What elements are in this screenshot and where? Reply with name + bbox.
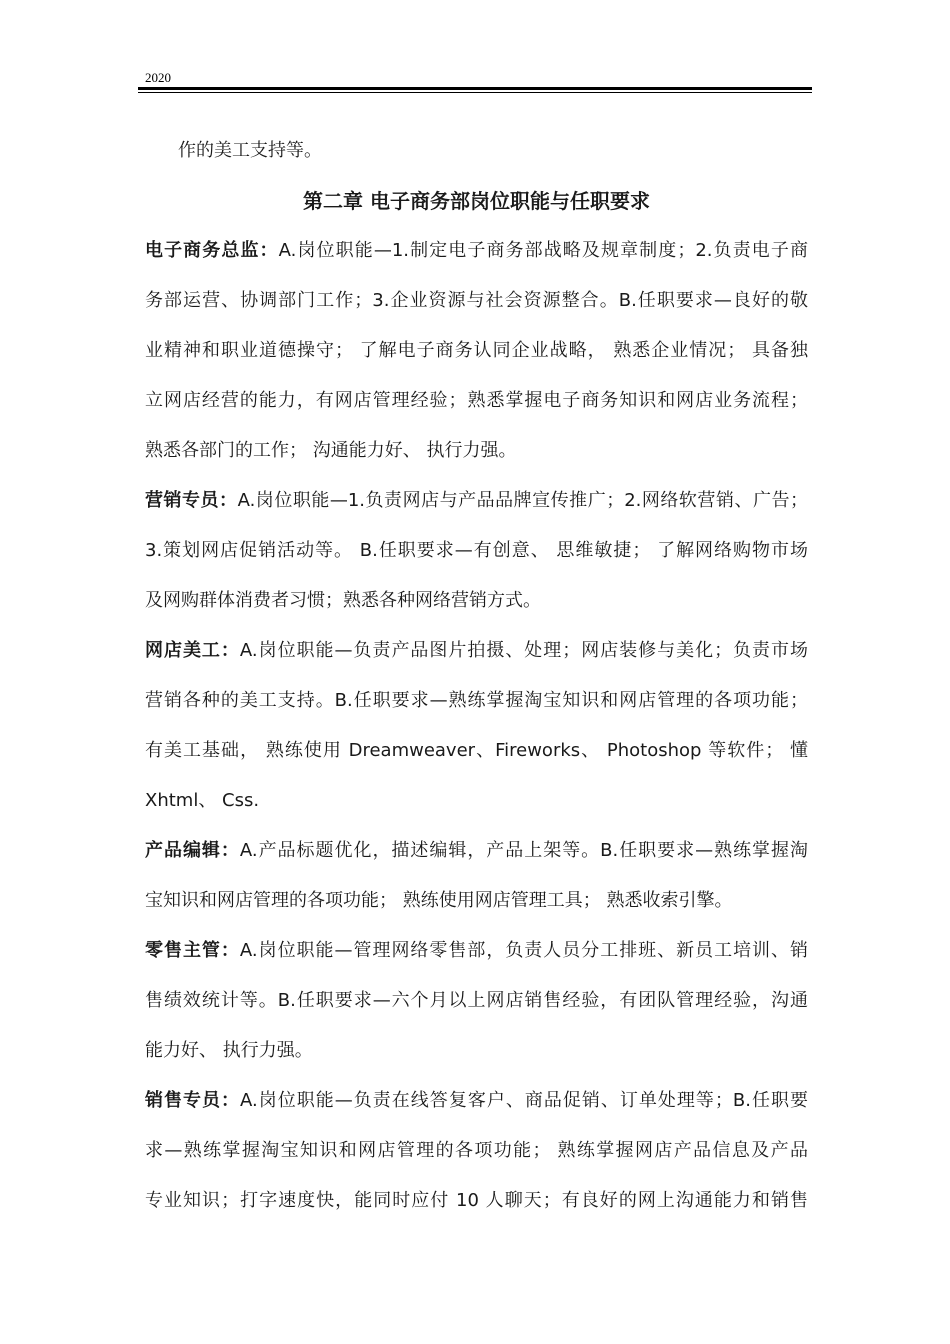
section-line: 售绩效统计等。B.任职要求—六个月以上网店销售经验，有团队管理经验，沟通 xyxy=(145,990,808,1011)
section-sales-specialist xyxy=(145,1076,808,1226)
header-rule-thick xyxy=(138,87,812,90)
section-text: A.岗位职能—负责在线答复客户、商品促销、订单处理等；B.任职要 xyxy=(240,1090,808,1111)
section-line xyxy=(145,926,808,976)
section-line xyxy=(145,226,808,276)
section-product-editor xyxy=(145,826,808,926)
chapter-title: 第二章 电子商务部岗位职能与任职要求 xyxy=(303,189,650,213)
section-line xyxy=(145,476,808,526)
section-term: 营销专员： xyxy=(145,490,238,511)
section-line xyxy=(145,1076,808,1126)
section-line xyxy=(145,826,808,876)
section-text: A.产品标题优化，描述编辑，产品上架等。B.任职要求—熟练掌握淘 xyxy=(239,840,808,861)
section-text: A.岗位职能—1.制定电子商务部战略及规章制度；2.负责电子商 xyxy=(278,240,808,261)
section-line: 求—熟练掌握淘宝知识和网店管理的各项功能； 熟练掌握网店产品信息及产品 xyxy=(145,1140,808,1161)
section-line: 熟悉各部门的工作； 沟通能力好、 执行力强。 xyxy=(145,440,517,461)
intro-fragment: 作的美工支持等。 xyxy=(178,140,322,161)
header-year: 2020 xyxy=(145,70,171,85)
document-body xyxy=(145,126,808,1226)
section-line: 有美工基础， 熟练使用 Dreamweaver、Fireworks、 Photoshop 等软件； 懂 xyxy=(145,740,808,761)
section-line: 及网购群体消费者习惯；熟悉各种网络营销方式。 xyxy=(145,590,541,611)
section-line: 业精神和职业道德操守； 了解电子商务认同企业战略， 熟悉企业情况； 具备独 xyxy=(145,340,808,361)
section-line xyxy=(145,626,808,676)
section-line: 立网店经营的能力，有网店管理经验；熟悉掌握电子商务知识和网店业务流程； xyxy=(145,390,808,411)
section-text: A.岗位职能—负责产品图片拍摄、处理；网店装修与美化；负责市场 xyxy=(239,640,809,661)
section-term: 网店美工： xyxy=(145,640,240,661)
section-line: 营销各种的美工支持。B.任职要求—熟练掌握淘宝知识和网店管理的各项功能； xyxy=(145,690,808,711)
section-line: 专业知识；打字速度快，能同时应付 10 人聊天；有良好的网上沟通能力和销售 xyxy=(145,1190,808,1211)
section-text: A.岗位职能—管理网络零售部，负责人员分工排班、新员工培训、销 xyxy=(239,940,809,961)
section-line: Xhtml、 Css. xyxy=(145,790,260,811)
section-term: 产品编辑： xyxy=(145,840,240,861)
header-rule-thin xyxy=(138,92,812,93)
section-term: 零售主管： xyxy=(145,940,240,961)
section-line: 宝知识和网店管理的各项功能； 熟练使用网店管理工具； 熟悉收索引擎。 xyxy=(145,890,733,911)
section-retail-supervisor xyxy=(145,926,808,1076)
section-shop-designer xyxy=(145,626,808,826)
section-line: 务部运营、协调部门工作；3.企业资源与社会资源整合。B.任职要求—良好的敬 xyxy=(145,290,808,311)
section-term: 销售专员： xyxy=(145,1090,241,1111)
section-marketing-specialist xyxy=(145,476,808,626)
section-text: A.岗位职能—1.负责网店与产品品牌宣传推广；2.网络软营销、广告； xyxy=(237,490,808,511)
section-line: 能力好、 执行力强。 xyxy=(145,1040,313,1061)
section-line: 3.策划网店促销活动等。 B.任职要求—有创意、 思维敏捷； 了解网络购物市场 xyxy=(145,540,808,561)
section-ecommerce-director xyxy=(145,226,808,476)
section-term: 电子商务总监： xyxy=(145,240,279,261)
